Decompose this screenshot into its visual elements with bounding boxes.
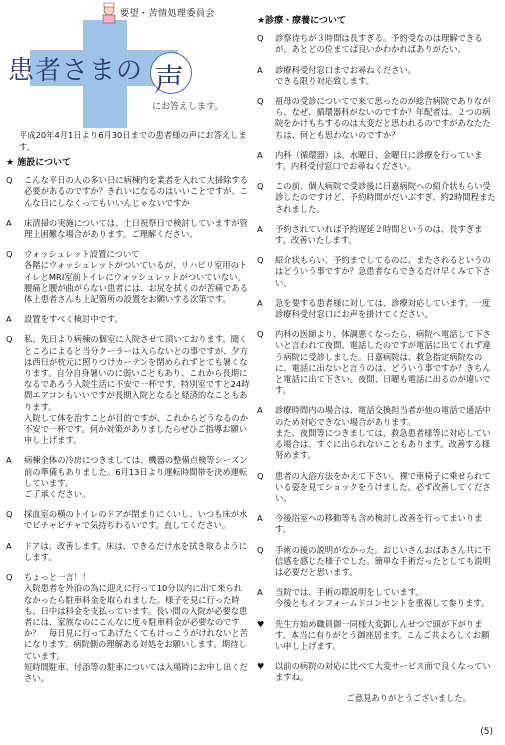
qa-text: 診察待ちが３時間は長すぎる。予約受なのは理解できるが、あとどの位まてば良いかわかればありがたい。 — [275, 33, 483, 55]
qa-text: こんな平日の人の多い日に病棟内を業者を入れて大掃除する必要があるのですか？きれいになるのはいいことですが、こんな日にしなくってもいいんじゃないですか — [24, 175, 249, 208]
qa-item — [6, 509, 250, 531]
qa-mark: A — [6, 455, 12, 466]
committee-name: 要望・苦情処理委員会 — [120, 9, 216, 19]
qa-mark: A — [257, 587, 263, 598]
qa-item — [257, 298, 497, 320]
qa-text: この前、個人病院で受診後に日嘉病院への紹介状もらい受診したのですけど、予約時間がだいぶすぎ、約2時間程またされました。 — [275, 181, 496, 214]
section-title-facilities: ★ 施設について — [6, 158, 72, 168]
qa-text: 診療時間内の場合は、電話交換担当者が他の電話で通話中のため対応できない場合があります。 また、夜間等につきましては、救急患者様等に対応している場合は、すぐに出られないこともあります。改善する様努めます。 — [275, 405, 491, 461]
qa-mark: Q — [6, 572, 13, 583]
qa-mark: A — [257, 513, 263, 524]
qa-mark: Q — [6, 334, 13, 345]
qa-item — [257, 619, 497, 653]
qa-mark: Q — [257, 544, 264, 555]
qa-item — [257, 661, 497, 683]
qa-mark: Q — [257, 329, 264, 340]
qa-mark: A — [6, 314, 12, 325]
qa-text: 手術の後の説明がなかった。おじいさんおばあさん共に不信感を感じた様子でした。簡単な手術だったとしても説明は必要だと思います。 — [275, 544, 491, 577]
qa-item — [257, 405, 497, 461]
heart-icon: ♥ — [257, 661, 265, 672]
qa-item — [257, 255, 497, 289]
qa-text: 予約されていれば予約遅延２時間というのは、長すぎます。改善いたします。 — [275, 223, 483, 246]
subtitle: にお答えします。 — [152, 102, 224, 112]
qa-item — [6, 541, 250, 563]
qa-item — [257, 329, 497, 396]
section-title-treatment: ★診療・療養について — [257, 16, 346, 26]
qa-mark: Q — [6, 509, 13, 520]
qa-text: 先生方始め職員御一同様大変御しんせつで頭が下がります。本当に有りがとう御座居ます。こんご共よろしくお願い申し上げます。 — [275, 618, 490, 651]
qa-text: 今後浴室への移動等も含め検討し改善を行ってまいります。 — [275, 513, 483, 535]
qa-text: 紹介状もらい、予約までしてるのに、またされるというのはどういう事ですか？急患者ならできるだけ早くみて下さい。 — [275, 255, 491, 288]
qa-item — [6, 314, 250, 325]
qa-item — [257, 513, 497, 535]
heart-icon: ♥ — [257, 618, 265, 629]
qa-text: 祖母の受診についてで来て思ったのが総合病院でありながら、なぜ、循環器科がないのですか？年配者は、２つの病院をかけもちするのは大変だと思われるのですがあなたたちは、何とも思わないのですか？ — [275, 96, 491, 140]
qa-mark: Q — [257, 470, 264, 481]
qa-text: 患者の入浴方法をかえて下さい。裸で車椅子に乗せられている姿を見てショックをうけました。必ず改善してください。 — [275, 470, 491, 503]
qa-text: 設置をすべく検討中です。 — [24, 314, 123, 325]
qa-mark: Q — [257, 96, 264, 107]
qa-text: 以前の病院の対応に比べて大変サービス面で良くなっていますね。 — [275, 661, 491, 683]
qa-mark: Q — [6, 249, 13, 260]
qa-text: 診療科受付窓口までお尋ねください。 できる限り対応致します。 — [275, 64, 417, 86]
left-qa-list — [6, 175, 250, 684]
qa-item — [257, 587, 497, 609]
intro-text: 平成20年4月1日より6月30日までの患者様の声にお答えします。 — [19, 130, 247, 152]
qa-mark: Q — [6, 175, 13, 186]
qa-mark: A — [257, 405, 263, 416]
qa-mark: Q — [257, 181, 264, 192]
qa-item — [257, 65, 497, 87]
closing-message: ご意見ありがとうございました。 — [346, 692, 471, 703]
left-column — [6, 158, 250, 693]
header — [0, 0, 250, 130]
page-title: 患者さまの — [8, 56, 144, 86]
qa-mark: Q — [257, 33, 264, 44]
qa-text: 当院では、手術の際説明をしています。 今後ともインフォームドコンセントを重視して参ります。 — [275, 587, 490, 609]
qa-text: 病棟全体の冷房につきましては、機器の整備点検等シーズン前の準備もありました。6月13日より運転時間帯を決め運転しています。 ご了承ください。 — [24, 455, 248, 500]
qa-mark: A — [257, 149, 263, 160]
qa-text: ドアは、改善します。床は、できるだけ水を拭き取るようにします。 — [24, 540, 248, 562]
qa-text: ちょっと一言！！ 入院患者を外泊の為に迎えに行って10分以内に出て来られなかったら駐車料金を取られました。様子を見に行った時も、日中は料金を支払っています。長い間の入院が必要な患者には、家族なのにこんなに度々駐車料金が必要なのですか？ 毎日見に行ってあげたくてもけっこうがけれないと苦になります。病院側の理解ある対処をお願いします。期待しています。 短時間駐車、付添等の駐車については入場時にお申し出ください。 — [24, 572, 249, 683]
right-qa-list — [257, 33, 497, 683]
qa-text: ウォッシュレット設置について 各階にウォッシュレットがついているが、リハビリ室用のトイレとMRI室前トイレにウォッシュレットがついていない。腰痛と腰が曲がらない患者には、お尻を拭くのが苦痛である体上患者さんも上記箇所の設置をお願いする次第です。 — [24, 249, 249, 305]
qa-item — [6, 218, 250, 240]
qa-text: 内科（循環器）は、水曜日、金曜日に診療を行っています。内科受付窓口でお尋ねください。 — [275, 149, 483, 172]
qa-item — [6, 572, 250, 684]
qa-mark: A — [257, 297, 263, 308]
qa-text: 採血室の横のトイレのドアが閉まりにくいし、いつも床が水でビチャビチャで気持ちわるいです。直してください。 — [24, 509, 248, 531]
page-number: (5) — [480, 727, 493, 737]
qa-text: 急を要する患者様に対しては、診療対応しています。一度診療科受付窓口にお声を掛けてください。 — [275, 297, 491, 320]
qa-mark: A — [257, 223, 263, 234]
nurse-icon — [100, 2, 118, 24]
qa-text: 私、先日より病棟の個室に入院させて頂いております。聞くところによると当分クーラーは入らないとの事ですが、夕方は西日が枕元に照りつけカーテンを閉められずとても暑くなります。自分自身暑いのに弱いこともあり、これから長期になるであろう入院生活に不安で一杯です。特別室ですと24時間エアコンもいいですが長期入院となると経済的なこともあります。 入院して体を治すことが目的ですが、これからどうなるのか不安で一杯です。何か対策がありましたらぜひご指導お願い申し上げます。 — [24, 334, 250, 446]
right-column — [257, 16, 497, 704]
qa-mark: A — [6, 217, 12, 228]
qa-item — [6, 175, 250, 209]
qa-mark: A — [257, 64, 263, 75]
qa-item — [6, 249, 250, 305]
qa-mark: A — [6, 540, 12, 551]
qa-item — [257, 181, 497, 215]
qa-item — [257, 33, 497, 55]
qa-item — [257, 96, 497, 141]
qa-item — [6, 334, 250, 446]
voice-character: 声 — [154, 63, 184, 98]
qa-item — [257, 471, 497, 505]
qa-item — [257, 224, 497, 246]
qa-text: 床清掃の実施については、土日祝祭日で検討していますが管理上困難な場合があります。ご理解ください。 — [24, 217, 248, 240]
qa-item — [257, 545, 497, 579]
qa-item — [257, 150, 497, 172]
qa-item — [6, 455, 250, 500]
qa-text: 内科の医師より、体調悪くなったら、病院へ電話して下さいと言われて夜間、電話したのですが電話に出てくれず違う病院に受診しました。日嘉病院は、救急指定病院なのに、電話に出ないと言うのは、どういう事ですか？きちんと電話に出て下さい。夜間、日曜も電話に出るのが違いです。 — [275, 329, 491, 396]
qa-mark: Q — [257, 255, 264, 266]
